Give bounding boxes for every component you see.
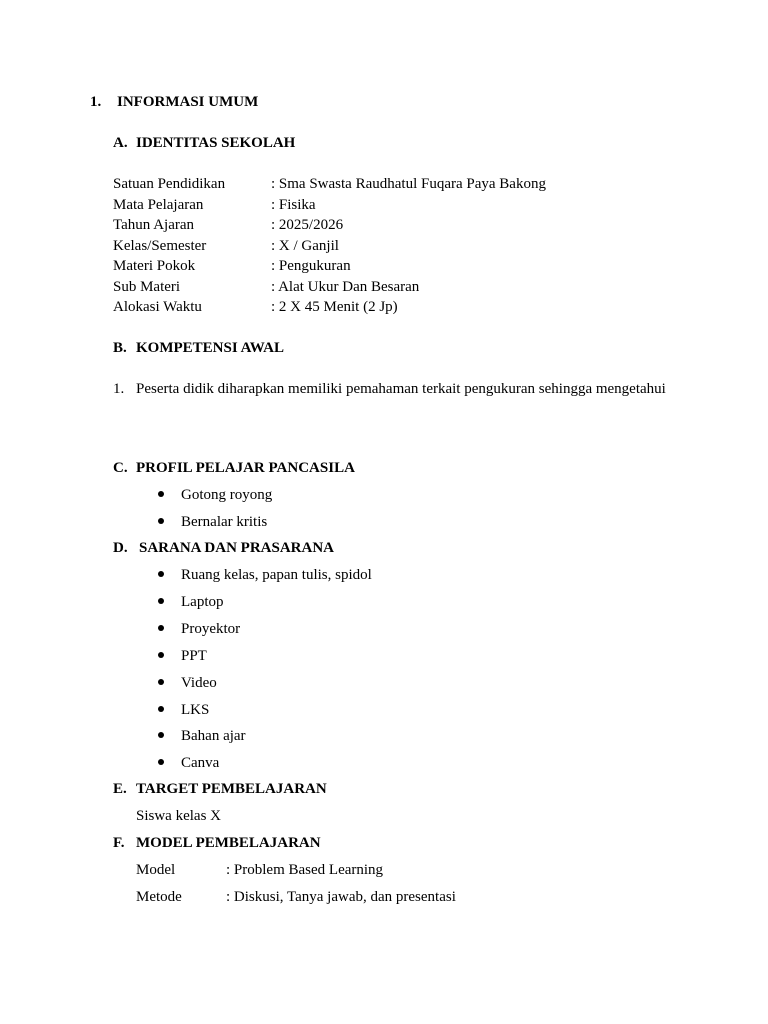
identity-value: : Alat Ukur Dan Besaran — [271, 279, 420, 295]
facility-item: Proyektor — [181, 621, 241, 637]
facility-item: Video — [181, 675, 217, 691]
bullet-icon — [158, 706, 164, 712]
identity-label: Tahun Ajaran — [113, 217, 195, 233]
identity-value: : Pengukuran — [271, 258, 351, 274]
bullet-icon — [158, 518, 164, 524]
facility-item: PPT — [181, 648, 207, 664]
heading-number: 1. — [90, 94, 102, 110]
target-text: Siswa kelas X — [136, 808, 221, 824]
method-label: Metode — [136, 889, 182, 905]
bullet-icon — [158, 598, 164, 604]
competency-number: 1. — [113, 381, 125, 397]
section-a-letter: A. — [113, 135, 128, 151]
identity-label: Alokasi Waktu — [113, 299, 202, 315]
section-c-letter: C. — [113, 460, 128, 476]
bullet-icon — [158, 732, 164, 738]
section-b-title: KOMPETENSI AWAL — [136, 340, 284, 356]
bullet-icon — [158, 652, 164, 658]
facility-item: Ruang kelas, papan tulis, spidol — [181, 567, 372, 583]
identity-label: Satuan Pendidikan — [113, 176, 226, 192]
bullet-icon — [158, 491, 164, 497]
bullet-icon — [158, 759, 164, 765]
bullet-icon — [158, 679, 164, 685]
section-c-title: PROFIL PELAJAR PANCASILA — [136, 460, 355, 476]
identity-value: : Fisika — [271, 197, 316, 213]
model-value: : Problem Based Learning — [226, 862, 384, 878]
section-f-title: MODEL PEMBELAJARAN — [136, 835, 321, 851]
identity-label: Sub Materi — [113, 279, 181, 295]
section-d-title: SARANA DAN PRASARANA — [139, 540, 335, 556]
competency-text: Peserta didik diharapkan memiliki pemahaman terkait pengukuran sehingga mengetahui — [136, 381, 666, 397]
heading-title: INFORMASI UMUM — [117, 94, 259, 110]
identity-value: : 2025/2026 — [271, 217, 344, 233]
facility-item: Laptop — [181, 594, 224, 610]
identity-value: : X / Ganjil — [271, 238, 339, 254]
identity-value: : Sma Swasta Raudhatul Fuqara Paya Bakong — [271, 176, 546, 192]
facility-item: Bahan ajar — [181, 728, 246, 744]
identity-label: Mata Pelajaran — [113, 197, 204, 213]
identity-value: : 2 X 45 Menit (2 Jp) — [271, 299, 398, 315]
model-label: Model — [136, 862, 176, 878]
section-b-letter: B. — [113, 340, 127, 356]
method-value: : Diskusi, Tanya jawab, dan presentasi — [226, 889, 456, 905]
section-e-letter: E. — [113, 781, 127, 797]
identity-label: Materi Pokok — [113, 258, 196, 274]
profile-item: Gotong royong — [181, 487, 273, 503]
section-d-letter: D. — [113, 540, 128, 556]
facility-item: LKS — [181, 702, 210, 718]
profile-item: Bernalar kritis — [181, 514, 268, 530]
bullet-icon — [158, 571, 164, 577]
section-f-letter: F. — [113, 835, 125, 851]
section-e-title: TARGET PEMBELAJARAN — [136, 781, 327, 797]
section-a-title: IDENTITAS SEKOLAH — [136, 135, 296, 151]
bullet-icon — [158, 625, 164, 631]
facility-item: Canva — [181, 755, 220, 771]
identity-label: Kelas/Semester — [113, 238, 207, 254]
